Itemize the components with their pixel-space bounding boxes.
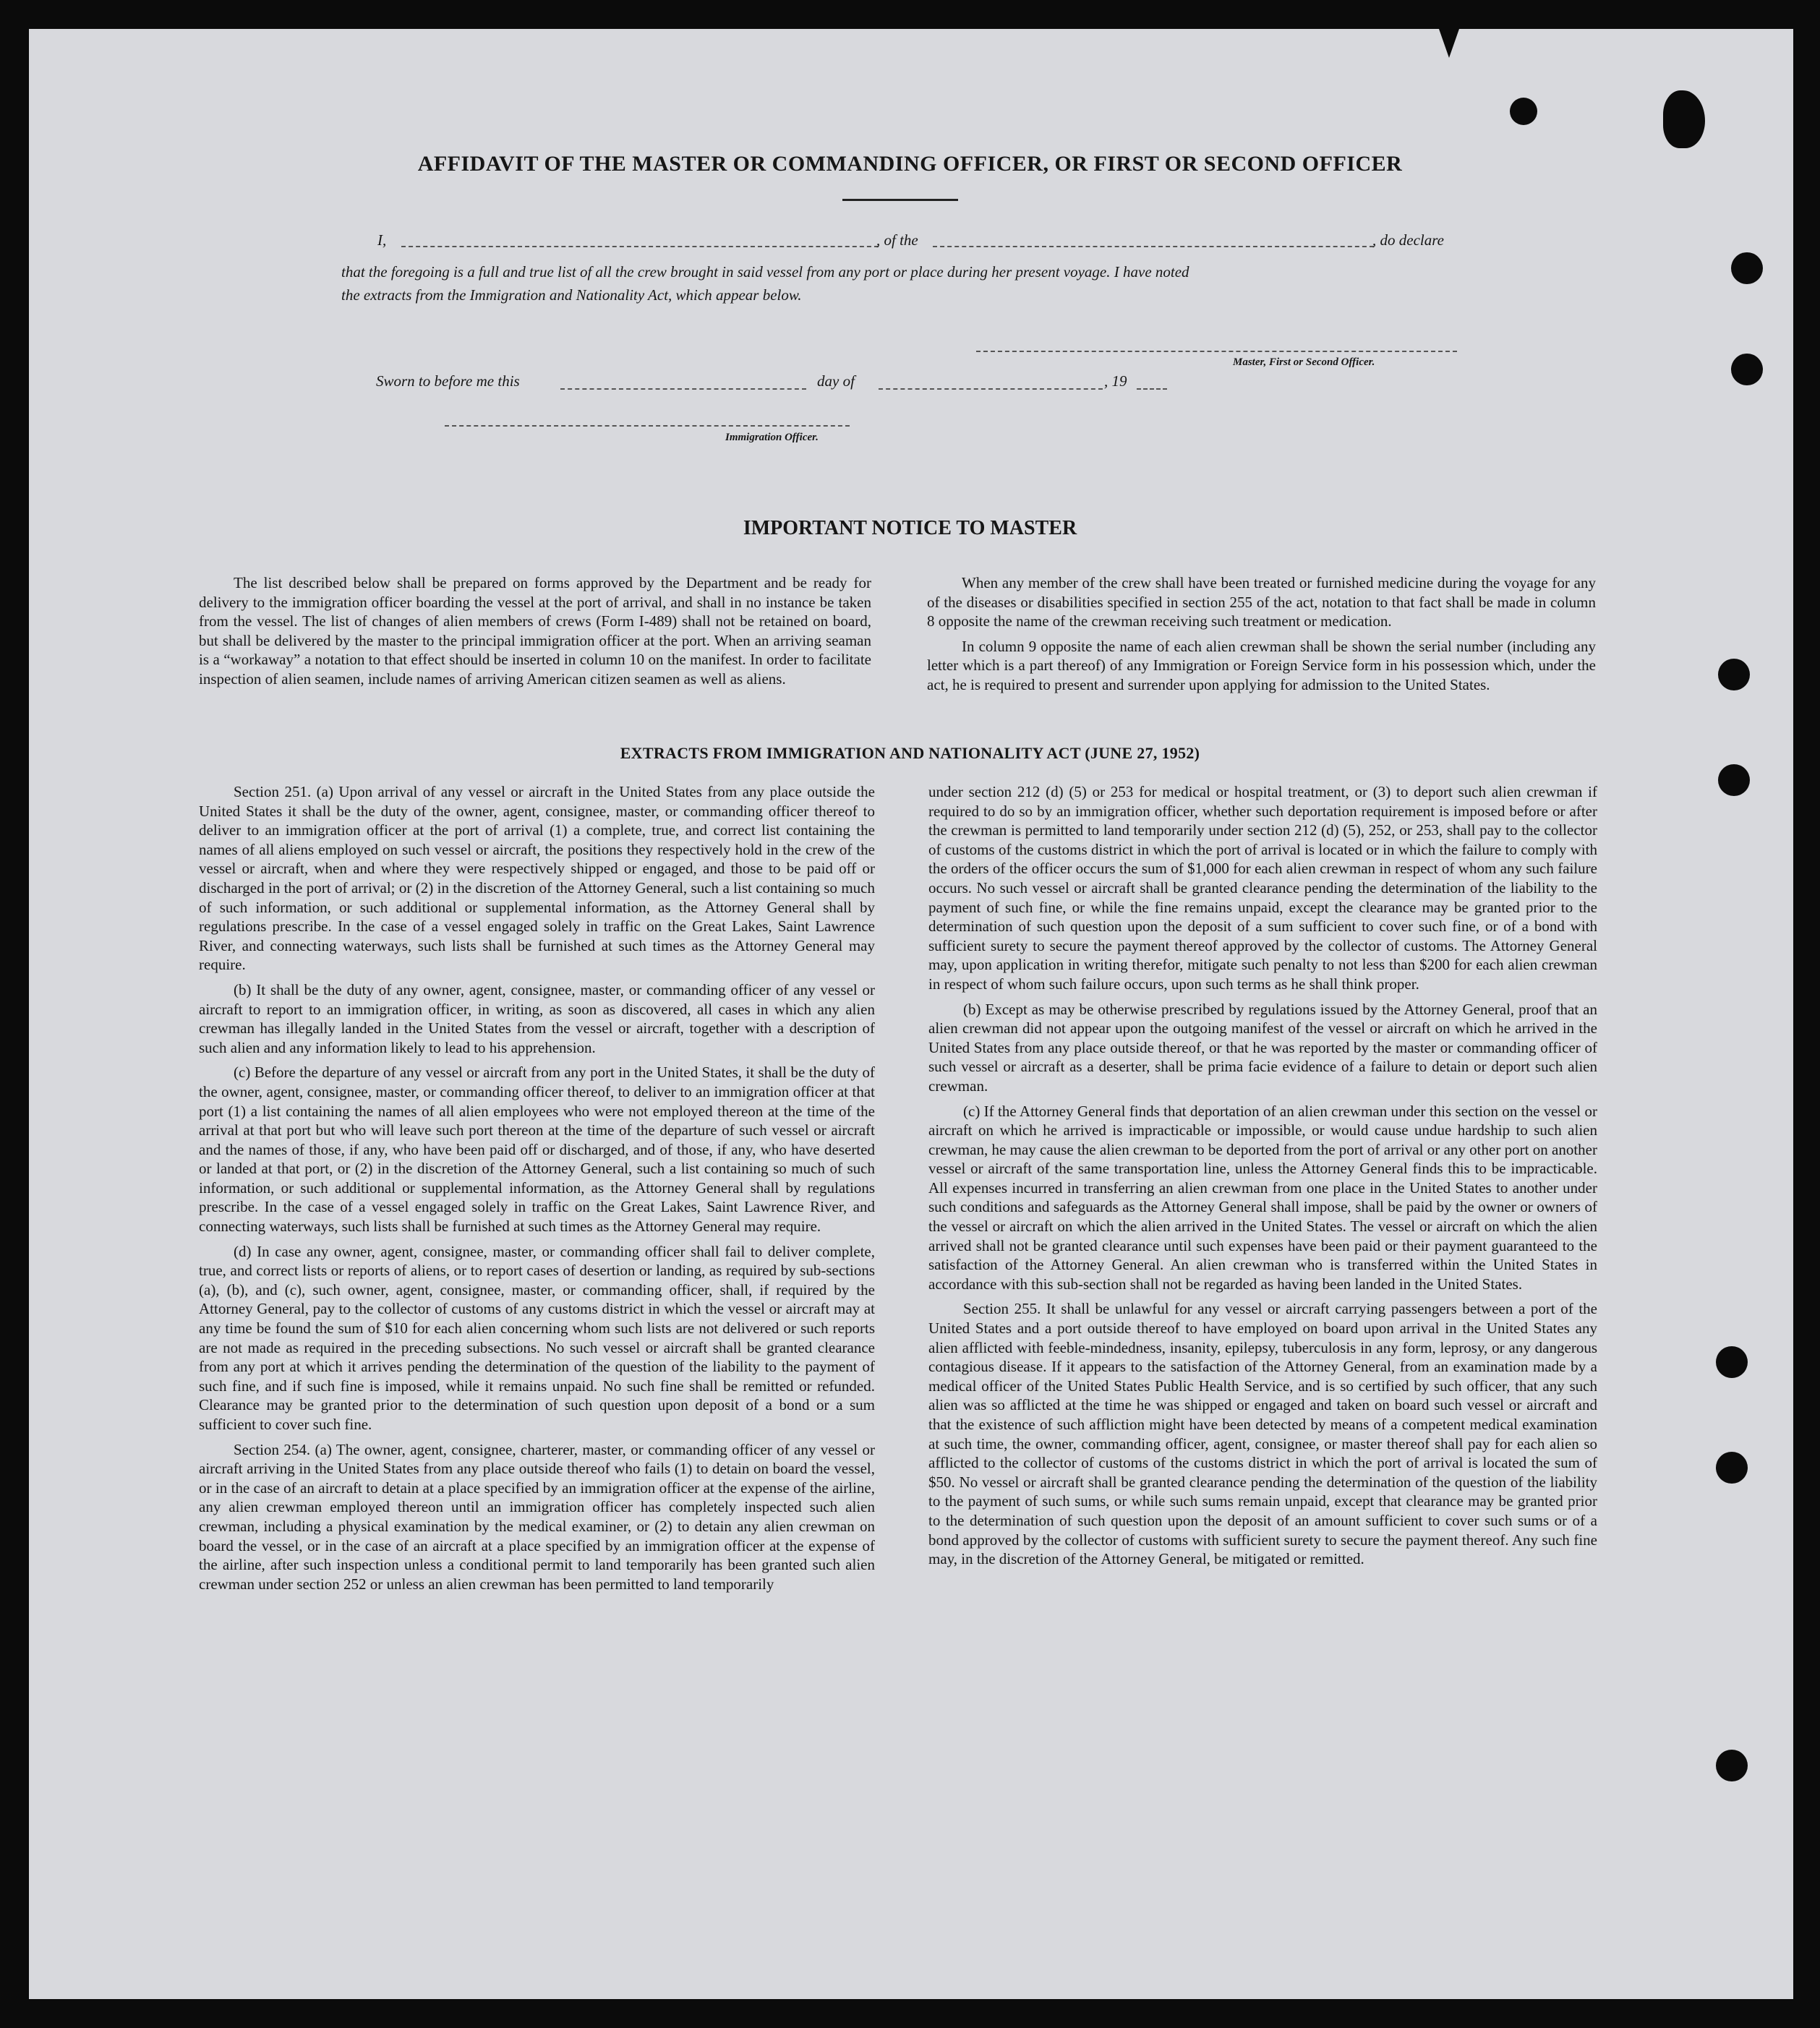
section-251b: (b) It shall be the duty of any owner, agent, consignee, master, or commanding officer of any vessel or aircraft to report to an immigration officer, in writing, as soon as discovered, all cases in which any alien crewman has illegally landed in the United States from the vessel or aircraft, together with a description of such alien and any information likely to lead to his apprehension. bbox=[199, 980, 875, 1056]
day-of-label: day of bbox=[817, 372, 855, 390]
punch-hole bbox=[1510, 98, 1537, 125]
notice-left-column bbox=[199, 573, 871, 695]
notice-right-column bbox=[927, 573, 1596, 701]
declaration-text-line-2: the extracts from the Immigration and Nationality Act, which appear below. bbox=[341, 286, 802, 304]
sworn-label: Sworn to before me this bbox=[376, 372, 520, 390]
of-the-label: , of the bbox=[876, 231, 918, 249]
name-field[interactable] bbox=[401, 246, 879, 247]
section-254b: (b) Except as may be otherwise prescribed by regulations issued by the Attorney General, proof that an alien crewman did not appear upon the outgoing manifest of the vessel or aircraft on which he arrived in the United States from any place outside thereof, or that he was reported by the master or commanding officer of such vessel or aircraft as a deserter, shall be prima facie evidence of a failure to detain or deport such alien crewman. bbox=[928, 1000, 1597, 1095]
punch-hole bbox=[1731, 354, 1763, 385]
section-255: Section 255. It shall be unlawful for any vessel or aircraft carrying passengers between a port of the United States and a port outside thereof to have employed on board upon arrival in the United States any alien afflicted with feeble-mindedness, insanity, epilepsy, tuberculosis in any form, leprosy, or any dangerous contagious disease. If it appears to the satisfaction of the Attorney General, from an examination made by a medical officer of the United States Public Health Service, and is so certified by such officer, that any such alien was so afflicted at the time he was shipped or engaged and taken on board such vessel or aircraft and that the existence of such affliction might have been detected by means of a competent medical examination at such time, the owner, commanding officer, agent, consignee, or master thereof shall pay for each alien so afflicted to the collector of customs of the customs district in which the port of arrival is located the sum of $50. No vessel or aircraft shall be granted clearance pending the determination of the question of the liability to the payment of such sums, or while such sums remain unpaid, except that clearance may be granted prior to the determination of such question upon the deposit of an amount sufficient to cover such sums or of a bond approved by the collector of customs with sufficient surety to secure the payment thereof. Any such fine may, in the discretion of the Attorney General, be mitigated or remitted. bbox=[928, 1300, 1597, 1568]
master-signature-line[interactable] bbox=[976, 351, 1457, 352]
vessel-name-field[interactable] bbox=[933, 246, 1374, 247]
immigration-officer-signature-line[interactable] bbox=[445, 425, 850, 427]
section-251a: Section 251. (a) Upon arrival of any vessel or aircraft in the United States from any place outside the United States it shall be the duty of the owner, agent, consignee, master, or commanding officer thereof to deliver to an immigration officer at the port of arrival (1) a complete, true, and correct list containing the names of all aliens employed on such vessel or aircraft, the positions they respectively hold in the crew of the vessel or aircraft, when and where they were respectively shipped or engaged, and those to be paid off or discharged in the port of arrival; or (2) in the discretion of the Attorney General, such a list containing so much of such information, or such additional or supplemental information, as the Attorney General shall by regulations prescribe. In the case of a vessel engaged solely in traffic on the Great Lakes, Saint Lawrence River, and connecting waterways, such lists shall be furnished at such times as the Attorney General may require. bbox=[199, 783, 875, 974]
year-label: , 19 bbox=[1104, 372, 1127, 390]
section-251d: (d) In case any owner, agent, consignee, master, or commanding officer shall fail to deliver complete, true, and correct lists or reports of aliens, or to report cases of desertion or landing, as required by sub-sections (a), (b), and (c), such owner, agent, consignee, master, or commanding officer, shall, if required by the Attorney General, pay to the collector of customs of any customs district in which the vessel or aircraft may at any time be found the sum of $10 for each alien concerning whom such lists are not delivered or such reports are not made as required in the preceding subsections. No such vessel or aircraft shall be granted clearance from any port at which it arrives pending the determination of the question of the liability to the payment of such fine, and if such fine is imposed, while it remains unpaid. No such fine shall be remitted or refunded. Clearance may be granted prior to the determination of such question upon deposit of a bond or a sum sufficient to cover such fine. bbox=[199, 1242, 875, 1433]
notice-title: IMPORTANT NOTICE TO MASTER bbox=[743, 517, 1077, 539]
affidavit-title: AFFIDAVIT OF THE MASTER OR COMMANDING OFFICER, OR FIRST OR SECOND OFFICER bbox=[417, 152, 1403, 176]
sworn-month-field[interactable] bbox=[879, 388, 1103, 390]
punch-hole bbox=[1716, 1346, 1748, 1378]
immigration-officer-label: Immigration Officer. bbox=[725, 432, 819, 443]
section-254c: (c) If the Attorney General finds that deportation of an alien crewman under this section on the vessel or aircraft on which he arrived is impracticable or impossible, or would cause undue hardship to such alien crewman, he may cause the alien crewman to be deported from the port of arrival or any other port on another vessel or aircraft of the same transportation line, unless the Attorney General finds this to be impracticable. All expenses incurred in transferring an alien crewman from one place in the United States to another under such conditions and safeguards as the Attorney General shall impose, shall be paid by the owner or owners of the vessel or aircraft on which the alien arrived in the United States. The vessel or aircraft on which the alien arrived shall not be granted clearance until such expenses have been paid or their payment guaranteed to the satisfaction of the Attorney General. An alien crewman who is transferred within the United States in accordance with this sub-section shall not be regarded as having been landed in the United States. bbox=[928, 1102, 1597, 1293]
extracts-right-column bbox=[928, 782, 1597, 1575]
section-254a: Section 254. (a) The owner, agent, consignee, charterer, master, or commanding officer of any vessel or aircraft arriving in the United States from any place outside thereof who fails (1) to detain on board the vessel, or in the case of an aircraft to detain at a place specified by an immigration officer at the expense of the airline, any alien crewman employed thereon until an immigration officer has completely inspected such alien crewman, including a physical examination by the medical examiner, or (2) to detain any alien crewman on board the vessel, or in the case of an aircraft at a place specified by an immigration officer at the expense of the airline, after such inspection unless a conditional permit to land temporarily has been granted such alien crewman under section 252 or unless an alien crewman has been permitted to land temporarily bbox=[199, 1440, 875, 1593]
notice-right-paragraph-1: When any member of the crew shall have been treated or furnished medicine during the voyage for any of the diseases or disabilities specified in section 255 of the act, notation to that fact shall be made in column 8 opposite the name of the crewman receiving such treatment or medication. bbox=[927, 574, 1596, 630]
extracts-left-column bbox=[199, 782, 875, 1599]
punch-hole bbox=[1731, 252, 1763, 284]
section-251c: (c) Before the departure of any vessel or aircraft from any port in the United States, it shall be the duty of the owner, agent, consignee, master, or commanding officer thereof, to deliver to an immigration officer at that port (1) a list containing the names of all alien employees who were not employed thereon at the time of the arrival at that port but who will leave such port thereon at the time of the departure of such vessel or aircraft and the names of those, if any, who have been paid off or discharged, and of those, if any, who have deserted or landed at that port, or (2) in the discretion of the Attorney General, such a list containing so much of such information, or such additional or supplemental information, as the Attorney General shall by regulations prescribe. In the case of a vessel engaged solely in traffic on the Great Lakes, Saint Lawrence River, and connecting waterways, such lists shall be furnished at such times as the Attorney General may require. bbox=[199, 1064, 875, 1236]
sworn-day-field[interactable] bbox=[560, 388, 806, 390]
notice-right-paragraph-2: In column 9 opposite the name of each alien crewman shall be shown the serial number (including any letter which is a part thereof) of any Immigration or Foreign Service form in his possession which, under the act, he is required to present and surrender upon applying for admission to the United States. bbox=[927, 637, 1596, 693]
section-254a-continued: under section 212 (d) (5) or 253 for medical or hospital treatment, or (3) to deport such alien crewman if required to do so by an immigration officer, whether such deportation requirement is imposed before or after the crewman is permitted to land temporarily under section 212 (d) (5), 252, or 253, shall pay to the collector of customs of the customs district in which the port of arrival is located or in which the failure to comply with the orders of the officer occurs the sum of $1,000 for each alien crewman in respect of whom any such failure occurs. No such vessel or aircraft shall be granted clearance pending the determination of the liability to the payment of such fine, or while the fine remains unpaid, except the clearance may be granted prior to the determination of such question upon the deposit of a sum sufficient to cover such fine, or of a bond with sufficient surety to secure the payment thereof approved by the collector of customs. The Attorney General may, upon application in writing therefor, mitigate such penalty to not less than $200 for each alien crewman in respect of whom such failure occurs, upon such terms as he shall think proper. bbox=[928, 783, 1597, 993]
punch-hole bbox=[1718, 764, 1750, 796]
notice-left-paragraph: The list described below shall be prepared on forms approved by the Department and be ready for delivery to the immigration officer boarding the vessel at the port of arrival, and shall in no instance be taken from the vessel. The list of changes of alien members of crews (Form I-489) shall not be retained on board, but shall be delivered by the master to the principal immigration officer at the port. When an arriving seaman is a “workaway” a notation to that effect should be inserted in column 10 on the manifest. In order to facilitate inspection of alien seamen, include names of arriving American citizen seamen as well as aliens. bbox=[199, 574, 871, 688]
i-label: I, bbox=[377, 231, 387, 249]
declaration-text-line-1: that the foregoing is a full and true list of all the crew brought in said vessel from any port or place during her present voyage. I have noted bbox=[341, 263, 1189, 281]
punch-hole bbox=[1716, 1452, 1748, 1484]
punch-hole bbox=[1716, 1750, 1748, 1781]
title-rule bbox=[842, 199, 958, 201]
ink-blot bbox=[1663, 90, 1705, 148]
page-notch bbox=[1439, 29, 1459, 58]
master-signature-label: Master, First or Second Officer. bbox=[1233, 356, 1375, 368]
extracts-title: EXTRACTS FROM IMMIGRATION AND NATIONALITY ACT (JUNE 27, 1952) bbox=[620, 744, 1200, 762]
sworn-year-field[interactable] bbox=[1137, 388, 1167, 390]
do-declare-label: , do declare bbox=[1372, 231, 1444, 249]
punch-hole bbox=[1718, 659, 1750, 690]
